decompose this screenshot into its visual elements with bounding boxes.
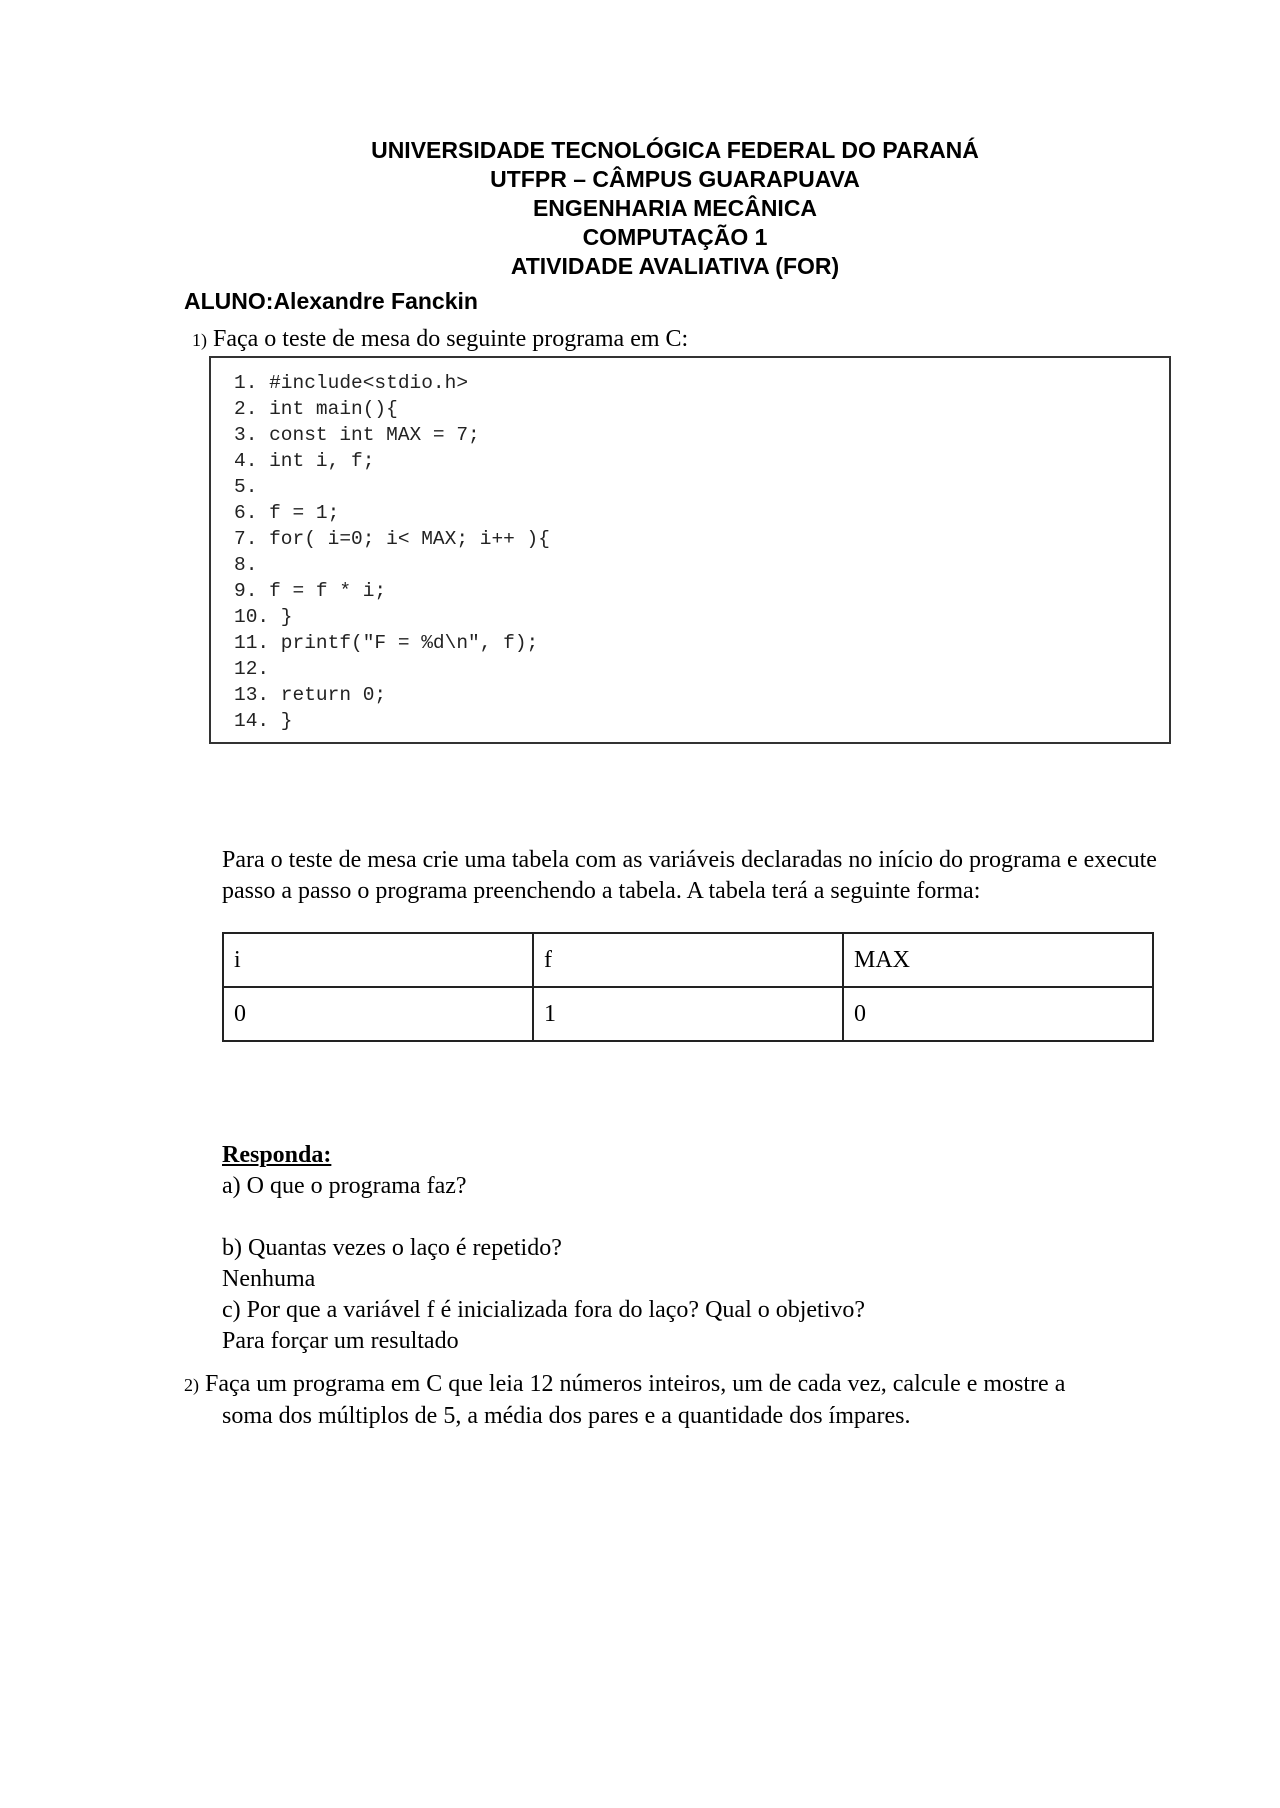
code-line: 4. int i, f; (234, 450, 375, 472)
answer-c: Para forçar um resultado (222, 1328, 459, 1354)
question-2-number: 2) (184, 1375, 199, 1395)
blank-answer-a (222, 1202, 865, 1233)
table-row (223, 987, 1153, 1041)
table-header-cell: MAX (843, 933, 1153, 987)
code-line: 12. (234, 658, 270, 680)
code-line: 1. #include<stdio.h> (234, 372, 469, 394)
header-course: ENGENHARIA MECÂNICA (532, 195, 818, 221)
code-line: 11. printf("F = %d\n", f); (234, 632, 539, 654)
table-cell: 1 (533, 987, 843, 1041)
student-label: ALUNO: (184, 288, 274, 314)
question-c: c) Por que a variável f é inicializada fora do laço? Qual o objetivo? (222, 1297, 866, 1323)
answers-title: Responda: (222, 1142, 332, 1168)
question-2-line-2: soma dos múltiplos de 5, a média dos pares e a quantidade dos ímpares. (222, 1403, 911, 1429)
question-1-number: 1) (192, 330, 207, 350)
header-campus: UTFPR – CÂMPUS GUARAPUAVA (490, 166, 860, 192)
question-2-line-1: Faça um programa em C que leia 12 números inteiros, um de cada vez, calcule e mostre a (205, 1371, 1066, 1397)
table-header-row (223, 933, 1153, 987)
document-header (0, 136, 1280, 281)
question-a: a) O que o programa faz? (222, 1173, 467, 1199)
header-activity: ATIVIDADE AVALIATIVA (FOR) (510, 253, 840, 279)
table-header-cell: f (533, 933, 843, 987)
student-line (184, 288, 478, 315)
table-cell: 0 (843, 987, 1153, 1041)
table-instructions: Para o teste de mesa crie uma tabela com as variáveis declaradas no início do programa e execute passo a passo o programa preenchendo a tabela. A tabela terá a seguinte forma: (222, 847, 1157, 904)
code-line: 9. f = f * i; (234, 580, 387, 602)
header-subject: COMPUTAÇÃO 1 (582, 224, 768, 250)
code-line: 6. f = 1; (234, 502, 340, 524)
code-line: 10. } (234, 606, 293, 628)
table-cell: 0 (223, 987, 533, 1041)
code-line: 14. } (234, 710, 293, 732)
header-university: UNIVERSIDADE TECNOLÓGICA FEDERAL DO PARANÁ (371, 137, 979, 163)
code-line: 5. (234, 476, 258, 498)
student-name: Alexandre Fanckin (273, 288, 478, 314)
question-2 (184, 1369, 1184, 1432)
code-line: 13. return 0; (234, 684, 387, 706)
table-header-cell: i (223, 933, 533, 987)
code-line: 3. const int MAX = 7; (234, 424, 480, 446)
code-listing (234, 370, 550, 734)
answer-b: Nenhuma (222, 1266, 316, 1292)
code-line: 8. (234, 554, 258, 576)
question-1-heading (192, 326, 688, 353)
code-line: 2. int main(){ (234, 398, 398, 420)
answers-section (222, 1140, 865, 1357)
question-1-text: Faça o teste de mesa do seguinte programa em C: (213, 326, 689, 352)
code-line: 7. for( i=0; i< MAX; i++ ){ (234, 528, 550, 550)
question-b: b) Quantas vezes o laço é repetido? (222, 1235, 562, 1261)
desk-check-table (222, 932, 1154, 1042)
